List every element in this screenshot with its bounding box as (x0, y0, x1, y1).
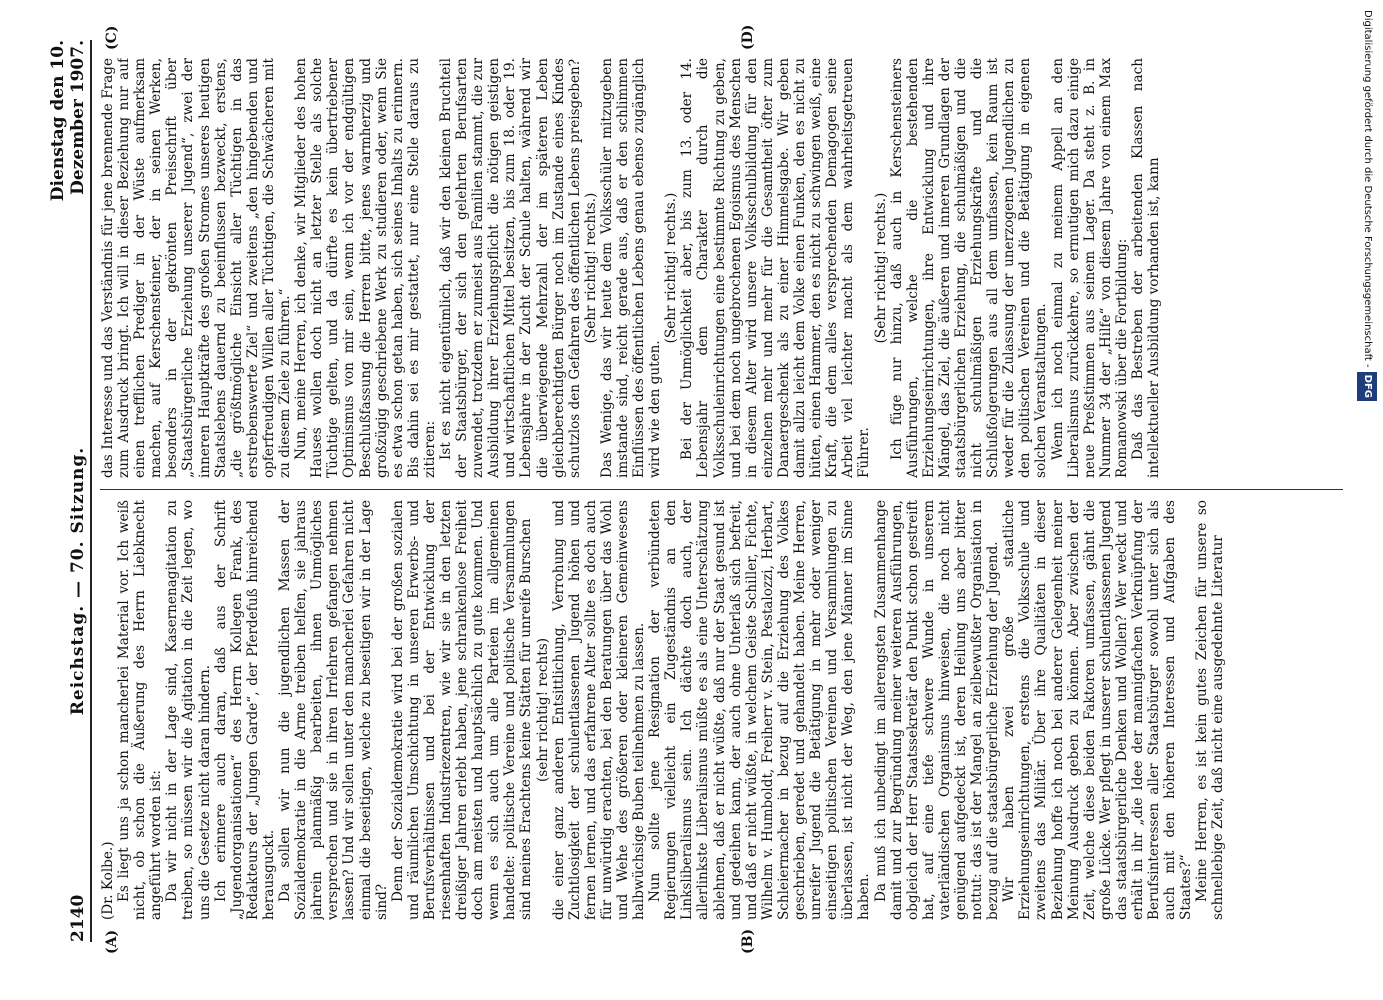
dfg-logo: DFG (1357, 372, 1377, 401)
paragraph: Es liegt uns ja schon mancherlei Material vor. Ich weiß nicht, ob schon die Äußerung des Herrn Liebknecht angeführt worden ist: (116, 500, 165, 920)
margin-marker-b: (B) (740, 928, 756, 954)
paragraph: Wir haben zwei große staatliche Erziehungseinrichtungen, erstens die Volksschule und zweitens das Militär. Über ihre Qualitäten in dieser Beziehung hoffe ich noch bei anderer Gelegenheit meiner Meinung Ausdruck geben zu können. Aber zwischen der Zeit, welche diese beiden Faktoren umfassen, gähnt die große Lücke. Wer pflegt in unserer schulentlassenen Jugend das staatsbürgerliche Denken und Wollen? Wer weckt und erhält in ihr „die Idee der mannigfachen Verknüpfung der Berufsinteressen aller Staatsbürger sowohl unter sich als auch mit den höheren Interessen und Aufgaben des Staates?“ (1001, 500, 1195, 920)
right-text-column (100, 58, 1353, 478)
page-header (48, 40, 92, 942)
margin-marker-c: (C) (104, 25, 120, 50)
margin-marker-a: (A) (104, 929, 120, 954)
paragraph: das Interesse und das Verständnis für jene brennende Frage zum Ausdruck bringt. Ich will in dieser Beziehung nur auf einen trefflichen Prediger in der Wüste aufmerksam machen, auf Kerschensteiner, der in seinen Werken, besonders in der gekrönten Preisschrift über „Staatsbürgerliche Erziehung unserer Jugend“, zwei der inneren Hauptkräfte des großen Stromes unseres heutigen Staatslebens dauernd zu beeinflussen bezweckt, erstens, „die größtmögliche Einsicht aller Tüchtigen in das erstrebenswerte Ziel“ und zweitens „den hingebenden und opferfreudigen Willen aller Tüchtigen, die Schwächeren mit zu diesem Ziele zu führen.“ (100, 58, 294, 478)
paragraph: Wenn ich noch einmal zu meinem Appell an den Liberalismus zurückkehre, so ermutigen mich dazu einige neue Preßstimmen aus seinem Lager. Da steht z. B. in Nummer 34 der „Hilfe“ von diesem Jahre von einem Max Romanowski über die Fortbildung: (1049, 58, 1130, 478)
interjection: (Sehr richtig! rechts.) (663, 192, 680, 344)
paragraph: Nun, meine Herren, ich denke, wir Mitglieder des hohen Hauses wollen doch nicht an letzter Stelle als solche Tüchtige gelten, und da dürfte es kein übertriebener Optimismus von mir sein, wenn ich vor der endgültigen Beschlußfassung die Herren bitte, jenes warmherzig und großzügig geschriebene Werk zu studieren oder, wenn Sie es etwa schon getan haben, sich seines Inhalts zu erinnern. Bis dahin sei es mir gestattet, nur eine Stelle daraus zu zitieren: (293, 58, 438, 478)
interjection: (Sehr richtig! rechts.) (872, 192, 889, 344)
paragraph: Nun sollte jene Resignation der verbündeten Regierungen vielleicht ein Zugeständnis an den Linksliberalismus sein. Ich dächte doch auch, der allerlinkste Liberalismus müßte es als eine Unterschätzung ablehnen, daß er nicht wüßte, daß nur der Staat gesund ist und gedeihen kann, der auch ohne Unterlaß sich befreit, und daß er nicht wüßte, in welchem Geiste Schiller, Fichte, Wilhelm v. Humboldt, Freiherr v. Stein, Pestalozzi, Herbart, Schleiermacher in bezug auf die Erziehung des Volkes geschrieben, geredet und gehandelt haben. Meine Herren, unreifer Jugend die Betätigung in mehr oder weniger einseitigen politischen Vereinen und Versammlungen zu überlassen, ist nicht der Weg, den jene Männer im Sinne haben. (647, 500, 873, 920)
paragraph: Ist es nicht eigentümlich, daß wir den kleinen Bruchteil der Staatsbürger, der sich den gelehrten Berufsarten zuwendet, trotzdem er zumeist aus Familien stammt, die zur Ausbildung ihrer Erziehungspflicht die nötigen geistigen und wirtschaftlichen Mittel besitzen, bis zum 18. oder 19. Lebensjahre in der Zucht der Schule halten, während wir die überwiegende Mehrzahl der im späteren Leben gleichberechtigten Bürger noch im Zustande eines Kindes schutzlos den Gefahren des öffentlichen Lebens preisgeben? (437, 58, 583, 478)
paragraph: Ich füge nur hinzu, daß auch in Kerschensteiners Ausführungen, welche die bestehenden Erziehungseinrichtungen, ihre Entwicklung und ihre Mängel, das Ziel, die äußeren und inneren Grundlagen der staatsbürgerlichen Erziehung, die schulmäßigen und die nicht schulmäßigen Erziehungskräfte und die Schlußfolgerungen aus all dem umfassen, kein Raum ist weder für die Zulassung der unerzogenen Jugendlichen zu den politischen Vereinen und die Betätigung in eigenen solchen Veranstaltungen. (888, 58, 1050, 478)
paragraph: Da sollen wir nun die jugendlichen Massen der Sozialdemokratie in die Arme treiben helfen, sie jahraus jahrein planmäßig bearbeiten, ihnen Unmögliches versprechen und sie in ihren Irrlehren gefangen nehmen lassen? Und wir sollen unter den mancherlei Gefahren nicht einmal die beseitigen, welche zu beseitigen wir in der Lage sind? (277, 500, 390, 920)
column-divider (100, 489, 1343, 490)
interjection: (Sehr richtig! rechts.) (582, 192, 599, 344)
digitization-credit: Digitalisierung gefördert durch die Deutsche Forschungsgemeinschaft - (1362, 10, 1373, 368)
interjection: (sehr richtig! rechts) (534, 637, 551, 783)
footer-credit (1357, 10, 1377, 990)
paragraph: Meine Herren, es ist kein gutes Zeichen für unsere so schnellebige Zeit, daß nicht eine ausgedehnte Literatur (1194, 500, 1227, 920)
margin-marker-d: (D) (740, 24, 756, 50)
paragraph: Da muß ich unbedingt im allerengsten Zusammenhange damit und zur Begründung meiner weiteren Ausführungen, obgleich der Herr Staatssekretär den Punkt schon gestreift hat, auf eine tiefe schwere Wunde in unserem vaterländischen Organismus hinweisen, die noch nicht genügend aufgedeckt ist, deren Heilung uns aber bitter nottut: das ist der Mangel an zielbewußter Organisation in bezug auf die staatsbürgerliche Erziehung der Jugend. (872, 500, 1002, 920)
speaker-label: (Dr. Kolbe.) (100, 841, 116, 920)
paragraph: Daß das Bestreben der arbeitenden Klassen nach intellektueller Ausbildung vorhanden ist, kann (1130, 58, 1163, 478)
paragraph: Denn der Sozialdemokratie wird bei der großen sozialen und räumlichen Umschichtung in unseren Erwerbs- und Berufsverhältnissen und bei der Entwicklung der riesenhaften Industriezentren, wie wir sie in den letzten dreißiger Jahren erlebt haben, jene schrankenlose Freiheit doch am meisten und hauptsächlich zu gute kommen. Und wenn es sich auch um alle Parteien im allgemeinen handelte: politische Vereine und politische Versammlungen sind meines Erachtens keine Stätten für unreife Burschen (389, 500, 535, 920)
left-text-column (100, 500, 1353, 920)
paragraph: Bei der Unmöglichkeit aber, bis zum 13. oder 14. Lebensjahr dem Charakter durch die Volksschuleinrichtungen eine bestimmte Richtung zu geben, und bei dem noch ungebrochenen Egoismus des Menschen in diesem Alter wird unsere Volksschulbildung für den einzelnen mehr und mehr für die Gesamtheit öfter zum Danaergeschenk als zu einer Himmelsgabe. Wir geben damit allzu leicht dem Volke einen Funken, den es nicht zu hüten, einen Hammer, den es nicht zu schwingen weiß, eine Kraft, die dem alles versprechenden Demagogen seine Arbeit viel leichter macht als dem wahrheitsgetreuen Führer. (679, 58, 873, 478)
paragraph: Ich erinnere auch daran, daß aus der Schrift „Jugendorganisationen“ des Herrn Kollegen Frank, des Redakteurs der „Jungen Garde“, der Pferdefuß hinreichend herausguckt. (212, 500, 277, 920)
session-date: Dienstag den 10. Dezember 1907. (48, 40, 88, 202)
paragraph: Das Wenige, das wir heute dem Volksschüler mitzugeben imstande sind, reicht gerade aus, daß er den schlimmen Einflüssen des öffentlichen Lebens genau ebenso zugänglich wird wie den guten. (598, 58, 664, 478)
paragraph: Da wir nicht in der Lage sind, Kasernenagitation zu treiben, so müssen wir die Agitation in die Zeit legen, wo uns die Gesetze nicht daran hindern. (164, 500, 213, 920)
paragraph: die einer ganz anderen Entsittlichung, Verrohung und Zuchtlosigkeit der schulentlassenen Jugend höhen und fernen lernen, und das erfahrene Alter sollte es doch auch für unwürdig erachten, bei den Beratungen über das Wohl und Wehe des größeren oder kleineren Gemeinwesens halbwüchsige Buben teilnehmen zu lassen. (550, 500, 648, 920)
session-title: Reichstag. — 70. Sitzung. (68, 446, 88, 716)
page-number: 2140 (68, 894, 88, 942)
